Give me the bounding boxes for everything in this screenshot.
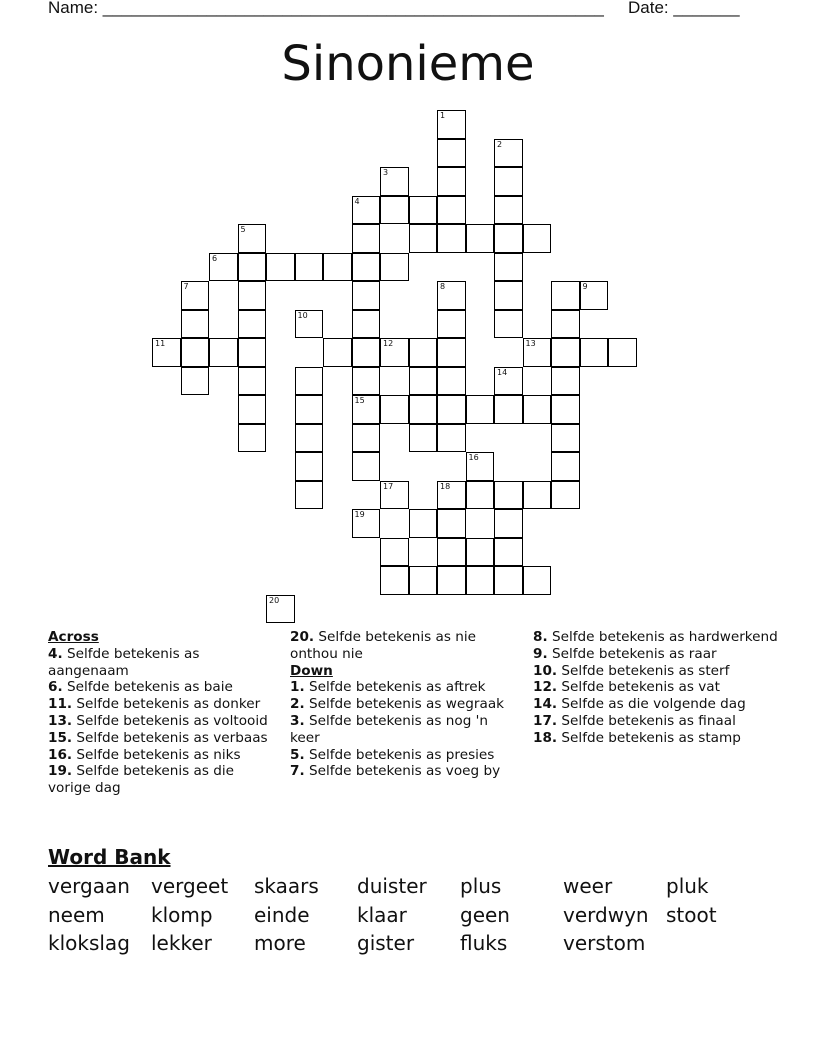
crossword-cell[interactable] [352,452,381,481]
crossword-cell[interactable] [494,224,523,253]
crossword-cell[interactable] [466,224,495,253]
date-field-label[interactable]: Date: _______ [628,0,740,17]
word-bank-item: stoot [666,902,717,927]
crossword-cell[interactable] [409,424,438,453]
crossword-cell[interactable] [437,139,466,168]
crossword-cell[interactable] [437,538,466,567]
crossword-cell[interactable] [437,566,466,595]
clue-down-17: 17. Selfde betekenis as finaal [533,712,736,729]
clue-down-14: 14. Selfde as die volgende dag [533,696,746,713]
crossword-cell[interactable] [409,566,438,595]
crossword-cell[interactable] [494,481,523,510]
word-bank-item: plus [460,874,502,898]
word-bank-title: Word Bank [48,845,171,869]
crossword-cell[interactable] [181,367,210,396]
clues-column-2 [290,629,515,780]
clue-down-10: 10. Selfde betekenis as sterf [533,662,730,679]
crossword-cell[interactable] [466,566,495,595]
crossword-cell[interactable] [352,395,381,424]
clue-down-3: 3. Selfde betekenis as nog 'n keer [290,712,489,746]
clue-down-12: 12. Selfde betekenis as vat [533,679,720,696]
crossword-cell[interactable] [380,167,409,196]
crossword-cell[interactable] [437,167,466,196]
word-bank [48,872,768,958]
clue-down-8: 8. Selfde betekenis as hardwerkend [533,629,778,645]
crossword-cell[interactable] [437,110,466,139]
word-bank-item: pluk [666,874,709,898]
crossword-cell[interactable] [466,481,495,510]
across-heading: Across [48,629,99,645]
crossword-cell[interactable] [323,338,352,367]
crossword-cell[interactable] [494,139,523,168]
word-bank-item: verdwyn [563,902,649,927]
crossword-cell[interactable] [238,310,267,339]
page-title: Sinonieme [281,36,535,92]
clue-down-1: 1. Selfde betekenis as aftrek [290,679,486,696]
crossword-cell[interactable] [551,281,580,310]
clue-number: 8 [440,282,446,291]
crossword-cell[interactable] [352,196,381,225]
word-bank-item: lekker [151,931,212,955]
crossword-cell[interactable] [238,253,267,282]
crossword-cell[interactable] [295,424,324,453]
crossword-cell[interactable] [466,452,495,481]
crossword-cell[interactable] [295,367,324,396]
crossword-cell[interactable] [551,395,580,424]
crossword-cell[interactable] [409,196,438,225]
crossword-cell[interactable] [409,338,438,367]
crossword-cell[interactable] [266,595,295,624]
crossword-cell[interactable] [437,395,466,424]
crossword-cell[interactable] [295,452,324,481]
clue-across-6: 6. Selfde betekenis as baie [48,679,233,696]
clue-number: 19 [354,510,365,519]
clue-down-2: 2. Selfde betekenis as wegraak [290,696,505,713]
crossword-cell[interactable] [494,509,523,538]
word-bank-item: duister [357,874,427,898]
clue-number: 13 [525,339,536,348]
crossword-cell[interactable] [437,310,466,339]
crossword-cell[interactable] [580,338,609,367]
clue-number: 1 [440,111,446,120]
clue-across-13: 13. Selfde betekenis as voltooid [48,712,268,729]
crossword-cell[interactable] [295,253,324,282]
crossword-cell[interactable] [181,310,210,339]
crossword-cell[interactable] [238,395,267,424]
down-heading: Down [290,662,333,679]
crossword-cell[interactable] [352,424,381,453]
word-bank-item: gister [357,931,415,955]
clue-number: 5 [240,225,246,234]
name-field-label[interactable]: Name: _____________________________________________________ [48,0,604,17]
crossword-cell[interactable] [523,481,552,510]
crossword-cell[interactable] [266,253,295,282]
crossword-cell[interactable] [238,338,267,367]
word-bank-item: einde [254,902,310,927]
clue-down-7: 7. Selfde betekenis as voeg by [290,763,501,780]
crossword-cell[interactable] [494,167,523,196]
crossword-cell[interactable] [523,566,552,595]
clue-number: 3 [383,168,389,177]
crossword-cell[interactable] [551,367,580,396]
crossword-cell[interactable] [466,395,495,424]
word-bank-item: klomp [151,902,213,927]
crossword-cell[interactable] [494,281,523,310]
crossword-cell[interactable] [295,395,324,424]
crossword-cell[interactable] [380,253,409,282]
word-bank-item: verstom [563,931,646,955]
crossword-cell[interactable] [238,224,267,253]
word-bank-item: weer [563,874,613,898]
crossword-cell[interactable] [523,224,552,253]
crossword-cell[interactable] [209,253,238,282]
clues-column-3 [533,629,783,747]
crossword-cell[interactable] [352,509,381,538]
clue-number: 7 [183,282,189,291]
crossword-cell[interactable] [551,481,580,510]
crossword-cell[interactable] [551,424,580,453]
crossword-cell[interactable] [295,481,324,510]
crossword-cell[interactable] [494,253,523,282]
word-bank-item: vergaan [48,874,130,898]
crossword-cell[interactable] [494,310,523,339]
word-bank-item: klaar [357,902,407,927]
clue-across-11: 11. Selfde betekenis as donker [48,696,261,713]
crossword-cell[interactable] [380,395,409,424]
crossword-cell[interactable] [437,281,466,310]
clue-number: 14 [497,367,508,377]
crossword-cell[interactable] [494,196,523,225]
clue-number: 17 [383,481,394,491]
crossword-cell[interactable] [380,481,409,510]
crossword-cell[interactable] [409,509,438,538]
clue-across-16: 16. Selfde betekenis as niks [48,746,241,763]
crossword-cell[interactable] [437,338,466,367]
crossword-cell[interactable] [494,566,523,595]
crossword-cell[interactable] [523,395,552,424]
clue-down-5: 5. Selfde betekenis as presies [290,746,495,763]
crossword-cell[interactable] [494,538,523,567]
word-bank-item: geen [460,902,510,927]
crossword-cell[interactable] [466,538,495,567]
crossword-cell[interactable] [181,338,210,367]
word-bank-item: skaars [254,874,319,898]
clue-number: 16 [468,453,479,462]
crossword-cell[interactable] [380,566,409,595]
crossword-cell[interactable] [494,395,523,424]
clue-number: 6 [212,253,218,263]
crossword-cell[interactable] [437,481,466,510]
word-bank-item: klokslag [48,931,130,955]
crossword-cell[interactable] [409,367,438,396]
clue-number: 18 [440,481,451,491]
crossword-cell[interactable] [152,338,181,367]
clue-number: 2 [497,139,503,149]
word-bank-item: neem [48,902,105,927]
crossword-cell[interactable] [523,338,552,367]
clue-across-15: 15. Selfde betekenis as verbaas [48,729,268,746]
crossword-cell[interactable] [437,224,466,253]
crossword-cell[interactable] [380,196,409,225]
crossword-cell[interactable] [295,310,324,339]
word-bank-item: fluks [460,931,508,955]
clue-number: 15 [354,396,365,405]
crossword-cell[interactable] [551,452,580,481]
crossword-cell[interactable] [380,338,409,367]
crossword-cell[interactable] [551,310,580,339]
crossword-cell[interactable] [494,367,523,396]
clue-number: 11 [155,339,166,348]
crossword-cell[interactable] [437,196,466,225]
clue-down-9: 9. Selfde betekenis as raar [533,645,717,662]
crossword-cell[interactable] [352,253,381,282]
crossword-cell[interactable] [238,281,267,310]
clue-number: 12 [383,339,394,348]
crossword-cell[interactable] [181,281,210,310]
crossword-cell[interactable] [580,281,609,310]
crossword-cell[interactable] [551,338,580,367]
crossword-cell[interactable] [352,310,381,339]
clue-number: 10 [297,310,308,320]
word-bank-item: vergeet [151,874,229,898]
clue-down-18: 18. Selfde betekenis as stamp [533,729,741,746]
crossword-cell[interactable] [238,424,267,453]
crossword-cell[interactable] [209,338,238,367]
crossword-cell[interactable] [323,253,352,282]
crossword-cell[interactable] [437,509,466,538]
crossword-cell[interactable] [352,224,381,253]
crossword-cell[interactable] [409,224,438,253]
crossword-cell[interactable] [352,281,381,310]
crossword-cell[interactable] [437,367,466,396]
clue-number: 20 [269,595,280,605]
word-bank-item: more [254,931,306,955]
clue-across-19: 19. Selfde betekenis as die vorige dag [48,763,235,797]
clue-number: 9 [582,282,588,291]
crossword-cell[interactable] [238,367,267,396]
crossword-cell[interactable] [352,338,381,367]
clue-number: 4 [354,196,360,206]
crossword-cell[interactable] [437,424,466,453]
crossword-cell[interactable] [608,338,637,367]
crossword-cell[interactable] [380,538,409,567]
clue-across-20: 20. Selfde betekenis as nie onthou nie [290,629,477,662]
crossword-cell[interactable] [352,367,381,396]
clues-column-1 [48,629,278,839]
clue-across-4: 4. Selfde betekenis as aangenaam [48,645,200,679]
crossword-cell[interactable] [409,395,438,424]
